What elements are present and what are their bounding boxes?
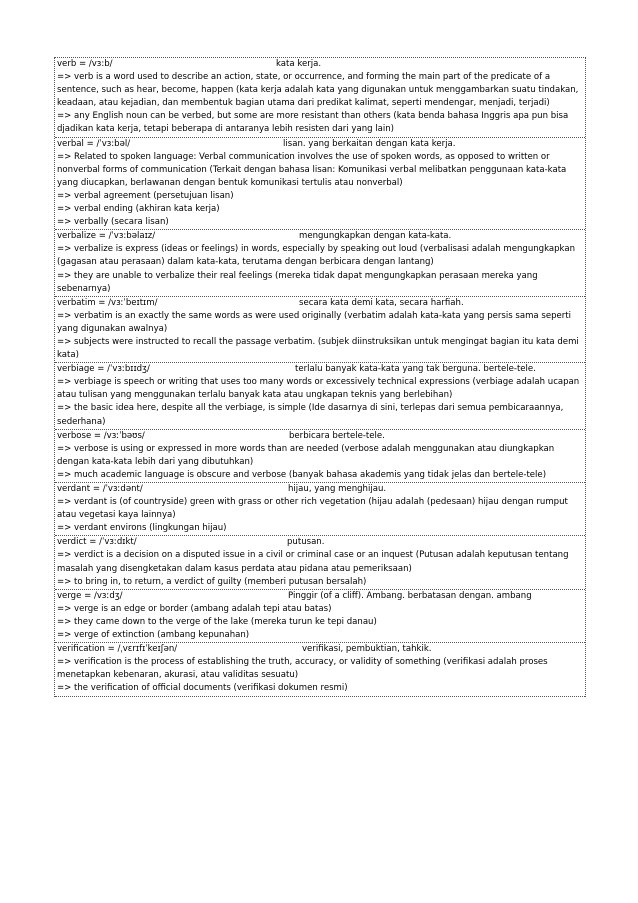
definition-line: => verbiage is speech or writing that uses too many words or excessively technical expressions (verbiage adalah ucapan atau tulisan yang menggunakan terlalu banyak kata atau ungkapan teknis yang berlebihan) bbox=[57, 377, 580, 401]
definition-line: => verbal ending (akhiran kata kerja) bbox=[57, 204, 220, 215]
entry-row bbox=[55, 230, 585, 296]
headword-pronunciation: verbiage = /ˈvɜːbɪɪdʒ/ bbox=[57, 364, 150, 375]
entry-row bbox=[55, 483, 585, 536]
definition-line: => subjects were instructed to recall the passage verbatim. (subjek diinstruksikan untuk mengingat bagian itu kata demi kata) bbox=[57, 336, 579, 361]
definition-line: => verbatim is an exactly the same words as were used originally (verbatim adalah kata-kata yang persis sama seperti yang digunakan awalnya) bbox=[57, 310, 572, 334]
headword-translation: Pinggir (of a cliff). Ambang. berbatasan dengan. ambang bbox=[288, 590, 532, 601]
definition-line: => verbally (secara lisan) bbox=[57, 217, 169, 228]
headword-line bbox=[57, 58, 585, 71]
headword-translation: kata kerja. bbox=[276, 59, 322, 69]
headword-line bbox=[57, 590, 585, 603]
definition-line: => verb is a word used to describe an action, state, or occurrence, and forming the main part of the predicate of a sentence, such as hear, become, happen (kata kerja adalah kata yang digunakan untuk menggambarkan suatu tindakan, keadaan, atau kejadian, dan membentuk bagian utama dari predikat kalimat, seperti mendengar, menjadi, terjadi) bbox=[57, 72, 579, 109]
definition-line: => the basic idea here, despite all the verbiage, is simple (Ide dasarnya di sini, terlepas dari semua pembicaraannya, sederhana) bbox=[57, 403, 564, 427]
definition-line: => any English noun can be verbed, but some are more resistant than others (kata benda bahasa Inggris apa pun bisa djadikan kata kerja, tetapi beberapa di antaranya lebih resisten dari yang lain) bbox=[57, 111, 569, 135]
definition-line: => they are unable to verbalize their real feelings (mereka tidak dapat mengungkapkan perasaan mereka yang sebenarnya) bbox=[57, 270, 538, 294]
entry-row bbox=[55, 297, 585, 363]
headword-line bbox=[57, 483, 585, 496]
entry-row bbox=[55, 430, 585, 483]
entry-row bbox=[55, 643, 585, 696]
headword-translation: berbicara bertele-tele. bbox=[289, 430, 385, 441]
headword-translation: hijau, yang menghijau. bbox=[288, 484, 387, 494]
headword-pronunciation: verification = /ˌvɛrɪfɪˈkeɪʃən/ bbox=[57, 644, 178, 655]
definition-line: => to bring in, to return, a verdict of guilty (memberi putusan bersalah) bbox=[57, 576, 367, 587]
headword-line bbox=[57, 230, 585, 243]
headword-pronunciation: verbose = /vɜːˈbəʊs/ bbox=[57, 430, 145, 441]
definition-line: => verbalize is express (ideas or feelings) in words, especially by speaking out loud (verbalisasi adalah mengungkapkan (gagasan atau perasaan) dalam kata-kata, terutama dengan berbicara dengan lantang) bbox=[57, 244, 575, 268]
headword-translation: secara kata demi kata, secara harfiah. bbox=[299, 297, 464, 308]
entry-row bbox=[55, 58, 585, 138]
headword-translation: lisan. yang berkaitan dengan kata kerja. bbox=[283, 138, 456, 149]
headword-pronunciation: verge = /vɜːdʒ/ bbox=[57, 590, 123, 601]
definition-line: => verge of extinction (ambang kepunahan) bbox=[57, 630, 250, 641]
entry-row bbox=[55, 590, 585, 643]
headword-line bbox=[57, 363, 585, 376]
definition-line: => Related to spoken language: Verbal communication involves the use of spoken words, as opposed to written or nonverbal forms of communication (Terkait dengan bahasa lisan: Komunikasi verbal melibatkan penggunaan kata-kata yang diucapkan, berlawanan dengan bentuk komunikasi tertulis atau nonverbal) bbox=[57, 151, 567, 188]
definition-line: => verge is an edge or border (ambang adalah tepi atau batas) bbox=[57, 603, 332, 614]
headword-translation: mengungkapkan dengan kata-kata. bbox=[299, 231, 452, 242]
headword-pronunciation: verb = /vɜ:b/ bbox=[57, 59, 113, 69]
definition-line: => verdict is a decision on a disputed issue in a civil or criminal case or an inquest (Putusan adalah keputusan tentang masalah yang disengketakan dalam kasus perdata atau pidana atau pemeriksaan) bbox=[57, 550, 569, 574]
headword-pronunciation: verbal = /ˈvɜ:bəl/ bbox=[57, 138, 131, 149]
headword-translation: verifikasi, pembuktian, tahkik. bbox=[302, 644, 432, 655]
entry-row bbox=[55, 536, 585, 589]
headword-line bbox=[57, 643, 585, 656]
definition-line: => verdant is (of countryside) green with grass or other rich vegetation (hijau adalah (pedesaan) hijau dengan rumput atau vegetasi kaya lainnya) bbox=[57, 497, 568, 521]
headword-translation: putusan. bbox=[287, 537, 325, 548]
definition-line: => much academic language is obscure and verbose (banyak bahasa akademis yang tidak jelas dan bertele-tele) bbox=[57, 469, 547, 480]
definition-line: => they came down to the verge of the lake (mereka turun ke tepi danau) bbox=[57, 616, 377, 627]
headword-translation: terlalu banyak kata-kata yang tak berguna. bertele-tele. bbox=[295, 364, 536, 375]
definition-line: => verdant environs (lingkungan hijau) bbox=[57, 523, 227, 534]
definition-line: => verification is the process of establishing the truth, accuracy, or validity of something (verifikasi adalah proses menetapkan kebenaran, akurasi, atau validitas sesuatu) bbox=[57, 657, 548, 681]
entry-row bbox=[55, 363, 585, 429]
headword-line bbox=[57, 297, 585, 310]
definition-line: => verbal agreement (persetujuan lisan) bbox=[57, 190, 234, 201]
headword-pronunciation: verdict = /ˈvɜːdɪkt/ bbox=[57, 537, 137, 548]
headword-line bbox=[57, 430, 585, 443]
headword-pronunciation: verdant = /ˈvɜːdənt/ bbox=[57, 484, 143, 494]
headword-line bbox=[57, 536, 585, 549]
vocabulary-table bbox=[54, 57, 586, 697]
definition-line: => the verification of official documents (verifikasi dokumen resmi) bbox=[57, 683, 348, 694]
headword-pronunciation: verbalize = /ˈvɜ:bəlaɪz/ bbox=[57, 231, 156, 242]
headword-pronunciation: verbatim = /vɜːˈbeɪtɪm/ bbox=[57, 297, 158, 308]
entry-row bbox=[55, 138, 585, 231]
headword-line bbox=[57, 138, 585, 151]
definition-line: => verbose is using or expressed in more words than are needed (verbose adalah menggunakan atau diungkapkan dengan kata-kata lebih dari yang dibutuhkan) bbox=[57, 443, 555, 467]
